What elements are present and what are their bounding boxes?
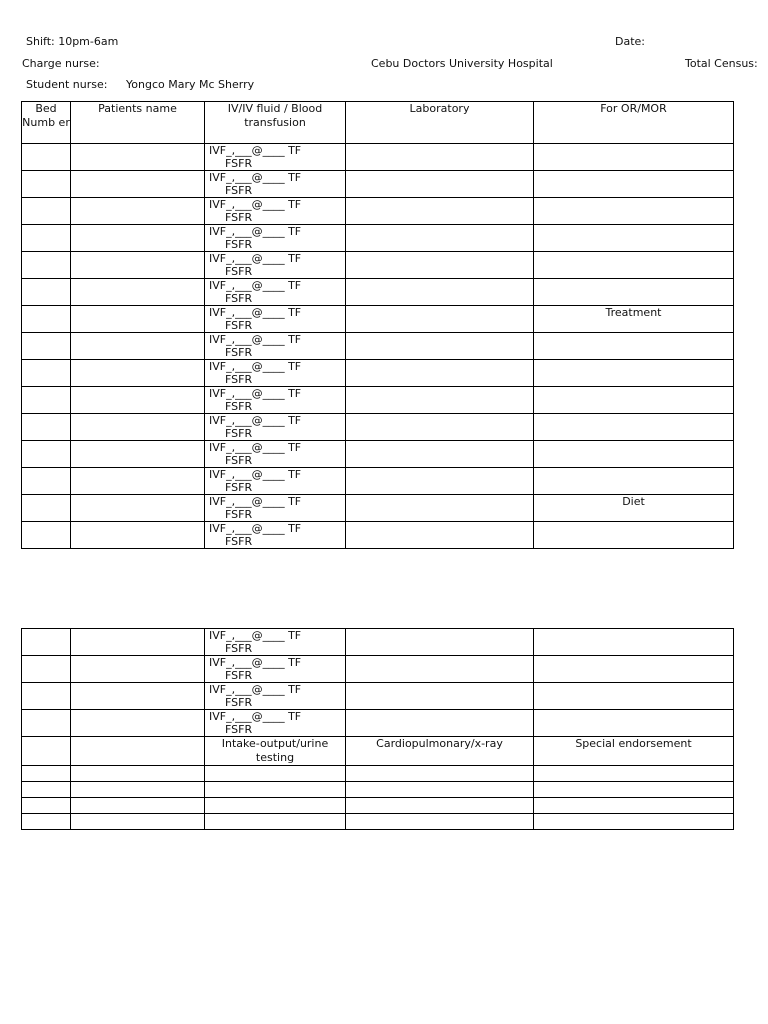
table-cell[interactable] [22,414,71,441]
table-cell[interactable] [71,468,205,495]
fsfr-line: FSFR [225,535,253,548]
fsfr-line: FSFR [225,669,253,682]
header-laboratory: Laboratory [346,102,534,144]
table-cell[interactable] [534,766,734,782]
table-cell[interactable] [71,495,205,522]
table-cell[interactable] [346,766,534,782]
fsfr-line: FSFR [225,319,253,332]
total-census-label: Total Census: [685,57,758,70]
table-cell[interactable] [22,798,71,814]
diet-label: Diet [534,495,734,522]
ivf-cell[interactable] [205,522,346,549]
ivf-cell[interactable] [205,360,346,387]
table-cell[interactable] [346,782,534,798]
ivf-line: IVF_,___@____ TF [209,441,302,454]
table-cell[interactable] [22,522,71,549]
table-row [22,441,734,468]
ivf-line: IVF_,___@____ TF [209,387,302,400]
table-cell[interactable] [71,683,205,710]
table-cell[interactable] [22,279,71,306]
hospital-name: Cebu Doctors University Hospital [371,57,553,70]
table-cell[interactable] [346,710,534,737]
table-cell[interactable] [22,814,71,830]
table-cell[interactable] [534,387,734,414]
table-cell[interactable] [22,441,71,468]
table-cell[interactable] [22,710,71,737]
table-cell[interactable] [71,144,205,171]
table-cell[interactable] [534,414,734,441]
table-cell[interactable] [205,766,346,782]
ivf-line: IVF_,___@____ TF [209,360,302,373]
table-row [22,198,734,225]
table-cell[interactable] [71,522,205,549]
table-row [22,710,734,737]
ivf-cell[interactable] [205,171,346,198]
table-cell[interactable] [534,629,734,656]
table-cell[interactable] [205,782,346,798]
header-iv-fluid: IV/IV fluid / Blood transfusion [205,102,346,144]
ivf-line: IVF_,___@____ TF [209,414,302,427]
charge-nurse-label: Charge nurse: [22,57,100,70]
table-cell[interactable] [71,737,205,766]
table-cell[interactable] [71,766,205,782]
table-cell[interactable] [22,306,71,333]
student-nurse-label: Student nurse: [26,78,108,91]
table-row [22,798,734,814]
table-cell[interactable] [71,225,205,252]
fsfr-line: FSFR [225,481,253,494]
fsfr-line: FSFR [225,696,253,709]
table-row [22,333,734,360]
table-row [22,144,734,171]
table-cell[interactable] [346,495,534,522]
table-cell[interactable] [71,387,205,414]
ivf-line: IVF_,___@____ TF [209,225,302,238]
table-row [22,468,734,495]
ivf-cell[interactable] [205,629,346,656]
table-cell[interactable] [534,441,734,468]
table-cell[interactable] [71,656,205,683]
table-cell[interactable] [71,360,205,387]
header-special-endorsement: Special endorsement [534,737,734,766]
table-cell[interactable] [346,468,534,495]
ivf-cell[interactable] [205,441,346,468]
ivf-cell[interactable] [205,198,346,225]
table-cell[interactable] [534,171,734,198]
ivf-cell[interactable] [205,495,346,522]
table-cell[interactable] [534,144,734,171]
table-row [22,171,734,198]
table-cell[interactable] [346,333,534,360]
table-cell[interactable] [534,710,734,737]
table-cell[interactable] [534,198,734,225]
table-cell[interactable] [22,360,71,387]
sub-header-row [22,737,734,766]
ivf-cell[interactable] [205,414,346,441]
ivf-line: IVF_,___@____ TF [209,683,302,696]
date-label: Date: [615,35,645,48]
table-row [22,495,734,522]
table-cell[interactable] [71,441,205,468]
table-row [22,252,734,279]
patient-table [21,101,734,549]
fsfr-line: FSFR [225,238,253,251]
table-cell[interactable] [346,441,534,468]
fsfr-line: FSFR [225,642,253,655]
table-cell[interactable] [534,252,734,279]
ivf-cell[interactable] [205,252,346,279]
table-cell[interactable] [71,814,205,830]
table-cell[interactable] [346,656,534,683]
fsfr-line: FSFR [225,723,253,736]
ivf-line: IVF_,___@____ TF [209,522,302,535]
table-cell[interactable] [71,333,205,360]
fsfr-line: FSFR [225,211,253,224]
table-cell[interactable] [346,387,534,414]
table-cell[interactable] [534,798,734,814]
table-cell[interactable] [22,495,71,522]
ivf-line: IVF_,___@____ TF [209,495,302,508]
table-cell[interactable] [346,171,534,198]
fsfr-line: FSFR [225,184,253,197]
table-cell[interactable] [22,629,71,656]
table-row [22,814,734,830]
fsfr-line: FSFR [225,157,253,170]
fsfr-line: FSFR [225,292,253,305]
table-cell[interactable] [346,198,534,225]
table-cell[interactable] [22,225,71,252]
table-row [22,782,734,798]
table-row [22,306,734,333]
table-cell[interactable] [346,629,534,656]
table-cell[interactable] [346,814,534,830]
table-cell[interactable] [22,171,71,198]
fsfr-line: FSFR [225,454,253,467]
table-cell[interactable] [205,814,346,830]
table-cell[interactable] [534,225,734,252]
table-cell[interactable] [346,144,534,171]
table-cell[interactable] [346,306,534,333]
table-cell[interactable] [346,225,534,252]
table-cell[interactable] [534,360,734,387]
ivf-rows [22,629,734,737]
student-nurse-name: Yongco Mary Mc Sherry [126,78,255,91]
table-cell[interactable] [534,656,734,683]
table-cell[interactable] [22,198,71,225]
table-cell[interactable] [22,468,71,495]
ivf-line: IVF_,___@____ TF [209,656,302,669]
table-cell[interactable] [534,522,734,549]
table-cell[interactable] [71,710,205,737]
ivf-cell[interactable] [205,656,346,683]
ivf-line: IVF_,___@____ TF [209,629,302,642]
table-row [22,629,734,656]
ivf-line: IVF_,___@____ TF [209,279,302,292]
table-cell[interactable] [22,782,71,798]
blank-rows [22,766,734,830]
fsfr-line: FSFR [225,508,253,521]
table-header-row [22,102,734,144]
shift-label: Shift: 10pm-6am [26,35,119,48]
endorsement-table [21,628,734,830]
table-cell[interactable] [346,798,534,814]
ivf-line: IVF_,___@____ TF [209,171,302,184]
table-cell[interactable] [346,414,534,441]
ivf-cell[interactable] [205,468,346,495]
table-row [22,522,734,549]
ivf-line: IVF_,___@____ TF [209,252,302,265]
table-row [22,766,734,782]
table-row [22,279,734,306]
table-cell[interactable] [346,279,534,306]
header-patients-name: Patients name [71,102,205,144]
header-cardiopulmonary: Cardiopulmonary/x-ray [346,737,534,766]
ivf-line: IVF_,___@____ TF [209,710,302,723]
table-row [22,387,734,414]
table-cell[interactable] [534,333,734,360]
ivf-cell[interactable] [205,225,346,252]
table-cell[interactable] [71,782,205,798]
table-cell[interactable] [71,252,205,279]
fsfr-line: FSFR [225,373,253,386]
table-cell[interactable] [22,766,71,782]
table-cell[interactable] [534,782,734,798]
ivf-line: IVF_,___@____ TF [209,333,302,346]
ivf-cell[interactable] [205,710,346,737]
table-cell[interactable] [534,814,734,830]
table-row [22,656,734,683]
table-cell[interactable] [22,144,71,171]
patient-rows [22,144,734,549]
table-cell[interactable] [346,522,534,549]
header-bed-number: Bed Numb er [22,102,71,144]
ivf-cell[interactable] [205,279,346,306]
ivf-cell[interactable] [205,306,346,333]
table-cell[interactable] [22,252,71,279]
header-intake-output: Intake-output/urine testing [205,737,346,766]
table-cell[interactable] [534,468,734,495]
table-cell[interactable] [346,683,534,710]
table-cell[interactable] [71,629,205,656]
table-row [22,225,734,252]
table-cell[interactable] [71,198,205,225]
table-cell[interactable] [22,333,71,360]
fsfr-line: FSFR [225,265,253,278]
table-cell[interactable] [534,279,734,306]
table-row [22,360,734,387]
table-cell[interactable] [71,414,205,441]
table-cell[interactable] [346,360,534,387]
table-cell[interactable] [534,683,734,710]
ivf-line: IVF_,___@____ TF [209,144,302,157]
ivf-cell[interactable] [205,387,346,414]
table-cell[interactable] [346,252,534,279]
ivf-cell[interactable] [205,144,346,171]
fsfr-line: FSFR [225,346,253,359]
table-cell[interactable] [71,279,205,306]
ivf-cell[interactable] [205,333,346,360]
ivf-line: IVF_,___@____ TF [209,198,302,211]
table-row [22,683,734,710]
table-cell[interactable] [71,798,205,814]
table-cell[interactable] [71,171,205,198]
table-cell[interactable] [71,306,205,333]
table-cell[interactable] [22,683,71,710]
fsfr-line: FSFR [225,427,253,440]
fsfr-line: FSFR [225,400,253,413]
header-for-or-mor: For OR/MOR [534,102,734,144]
ivf-cell[interactable] [205,683,346,710]
table-cell[interactable] [205,798,346,814]
table-cell[interactable] [22,737,71,766]
treatment-label: Treatment [534,306,734,333]
ivf-line: IVF_,___@____ TF [209,306,302,319]
table-cell[interactable] [22,656,71,683]
ivf-line: IVF_,___@____ TF [209,468,302,481]
table-cell[interactable] [22,387,71,414]
table-row [22,414,734,441]
